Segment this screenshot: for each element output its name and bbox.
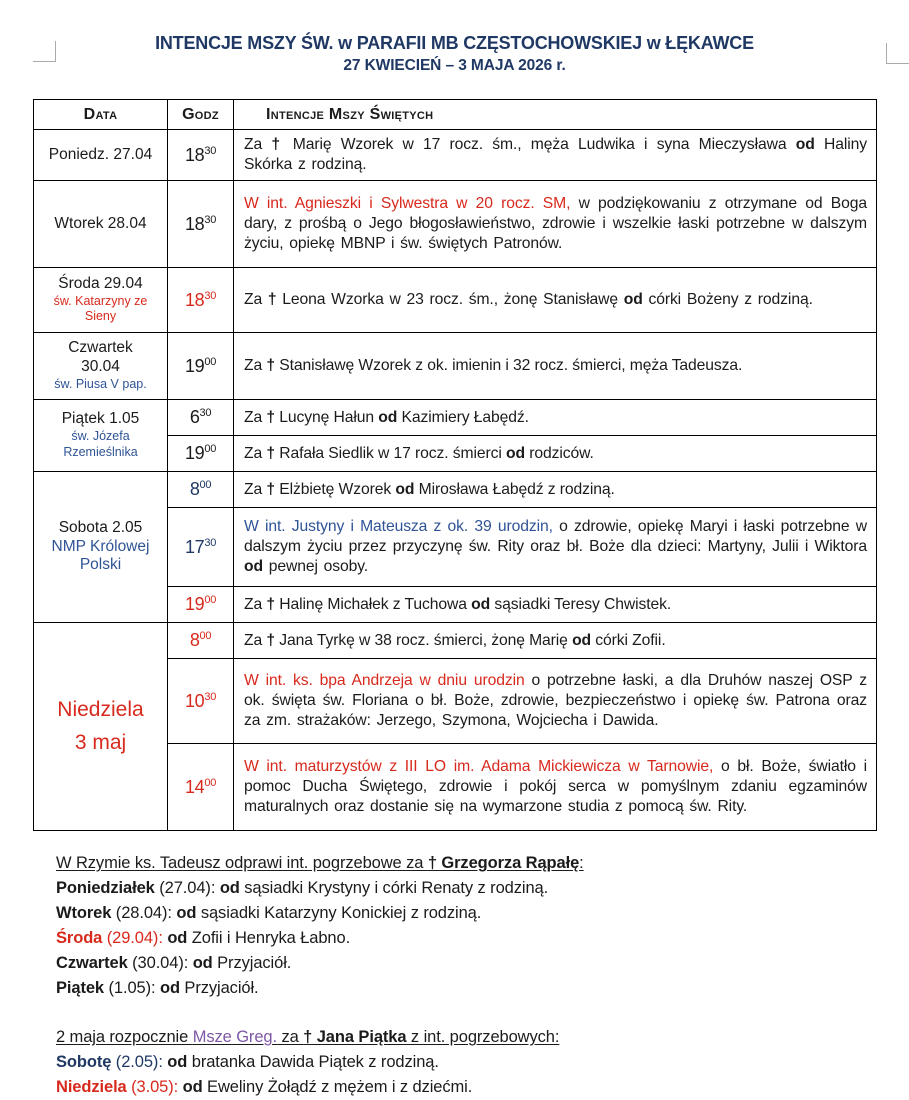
text-segment: sąsiadki Krystyny i córki Renaty z rodziną. [239,879,549,897]
text-segment: Lucynę Hałun [279,408,379,426]
intention-cell [234,181,877,268]
text-segment: W int. ks. bpa Andrzeja w dniu urodzin [244,672,525,690]
time-cell: $14^{00}$ [168,744,234,831]
date-line: św. Katarzyny ze Sieny [53,293,148,324]
text-segment: : [579,854,584,872]
text-segment: Haliny Skórka z rodziną. [244,136,867,173]
intention-cell [234,333,877,400]
text-segment: od [159,979,180,997]
text-segment: † Jana Piątka [303,1028,407,1046]
text-segment: od [167,929,188,947]
section-line [56,976,866,1001]
text-segment: (3.05): [126,1078,179,1096]
text-segment: Środa [56,929,103,947]
text-segment: Czwartek [56,954,128,972]
text-segment: w podziękowaniu z otrzymane od Boga dary, z prośbą o Jego błogosławieństwo, zdrowie i wszelkie łaski potrzebne w dalszym życiu, opiekę MBNP i św. świętych Patronów. [244,195,867,252]
text-segment: Za [244,595,267,613]
text-segment: Za [244,357,267,375]
text-segment: Wtorek [56,904,112,922]
section-line [56,926,866,951]
text-segment: Za [244,136,272,154]
intention-cell [234,436,877,472]
text-segment: od [182,1078,203,1096]
text-segment: (28.04): [111,904,177,922]
page-subtitle: 27 KWIECIEŃ – 3 MAJA 2026 r. [343,57,566,74]
text-segment: W Rzymie ks. Tadeusz odprawi int. pogrzebowe za [56,854,428,872]
col-header-time: Godz [168,100,234,130]
text-segment: Stanisławę Wzorek z ok. imienin i 32 rocz. śmierci, męża Tadeusza. [279,357,743,375]
text-segment: od [167,1053,188,1071]
text-segment: Za [244,291,268,309]
text-segment: Msze Greg. [192,1028,277,1046]
text-segment: od [378,408,398,426]
text-segment: † [266,444,280,462]
intention-cell [234,659,877,744]
text-segment: o zdrowie, opiekę Maryi i łaski potrzebne w dalszym życiu przez przyczynę św. Rity oraz bł. Boże dla dzieci: Martyny, Julii i Wiktora [244,518,868,556]
text-segment: W int. maturzystów z III LO im. Adama Mickiewicza w Tarnowie, [244,758,714,776]
time-cell: $8^{00}$ [168,623,234,659]
text-segment: Marię Wzorek w 17 rocz. śm., męża Ludwika i syna Mieczysława [292,136,796,154]
text-segment: 2 maja rozpocznie [56,1028,193,1046]
date-cell [34,623,168,831]
time-cell: $19^{00}$ [168,436,234,472]
date-line: 3 maj [74,730,127,754]
text-segment: Rafała Siedlik w 17 rocz. śmierci [279,444,507,462]
text-segment: od [219,879,240,897]
text-segment: córki Zofii. [591,631,666,649]
text-segment: Poniedziałek [56,879,155,897]
text-segment: o potrzebne łaski, a dla Druhów naszej OSP z ok. święta św. Floriana o bł. Boże, zdrowie, bezpieczeństwo i opiekę św. Patrona oraz za zm. strażaków: Jerzego, Szymona, Wojciecha i Dawida. [244,672,868,729]
intention-cell [234,130,877,181]
text-segment: Za [244,444,267,462]
intention-cell [234,508,877,587]
text-segment: od [795,136,815,154]
text-segment: † [266,595,280,613]
intention-cell [234,268,877,333]
page-title: INTENCJE MSZY ŚW. w PARAFII MB CZĘSTOCHOWSKIEJ w ŁĘKAWCE [155,33,754,53]
page-margin-corner-left-icon [33,41,56,62]
text-segment: † [266,480,280,498]
time-cell: $18^{30}$ [168,181,234,268]
text-segment: Za [244,408,267,426]
section-line [56,901,866,926]
text-segment: W int. Justyny i Mateusza z ok. 39 urodzin, [244,518,553,536]
section-line [56,951,866,976]
text-segment: pewnej osoby. [262,557,369,575]
text-segment: W int. Agnieszki i Sylwestra w 20 rocz. SM, [244,195,571,213]
text-segment: Leona Wzorka w 23 rocz. śm., żonę Stanisławę [282,291,624,309]
text-segment: sąsiadki Teresy Chwistek. [490,595,672,613]
text-segment: † [266,631,280,649]
text-segment: (29.04): [102,929,168,947]
text-segment: Elżbietę Wzorek [279,480,396,498]
intention-row [34,400,877,436]
text-segment: córki Bożeny z rodziną. [642,291,813,309]
text-segment: Sobotę [56,1053,112,1071]
text-segment: za [276,1028,304,1046]
text-segment: Za [244,480,267,498]
date-line: św. Piusa V pap. [54,377,147,392]
text-segment: (30.04): [127,954,193,972]
time-cell: $18^{30}$ [168,268,234,333]
section-line [56,1075,866,1100]
time-cell: $19^{00}$ [168,333,234,400]
text-segment: † [267,291,283,309]
text-segment: Kazimiery Łabędź. [397,408,529,426]
intention-cell [234,587,877,623]
date-line: 30.04 [81,358,120,376]
time-cell: $17^{30}$ [168,508,234,587]
mass-intentions-table [33,99,877,831]
text-segment: od [244,557,263,575]
text-segment: od [192,954,213,972]
text-segment: od [471,595,491,613]
col-header-intentions: Intencje Mszy Świętych [234,100,877,130]
text-segment: z int. pogrzebowych: [406,1028,560,1046]
text-segment: (1.05): [104,979,160,997]
date-line: św. Józefa Rzemieślnika [63,429,138,459]
text-segment: bratanka Dawida Piątek z rodziną. [187,1053,439,1071]
intention-row [34,472,877,508]
intention-cell [234,623,877,659]
time-cell: $19^{00}$ [168,587,234,623]
time-cell: $8^{00}$ [168,472,234,508]
date-line: Poniedz. 27.04 [48,145,153,163]
date-cell [34,130,168,181]
text-segment: (27.04): [154,879,220,897]
time-cell: $10^{30}$ [168,659,234,744]
section-line [56,1050,866,1075]
intention-row [34,268,877,333]
text-segment: † [266,357,280,375]
text-segment: od [572,631,592,649]
date-cell [34,181,168,268]
date-cell [34,472,168,623]
text-segment: Za [244,631,267,649]
table-header-row [34,100,877,130]
intention-row [34,130,877,181]
intention-row [34,181,877,268]
text-segment: Przyjaciół. [212,954,292,972]
text-segment: † [271,136,293,154]
text-segment: † [266,408,280,426]
date-line: Sobota 2.05 [58,518,143,536]
date-line: Środa 29.04 [58,274,143,292]
text-segment: (2.05): [111,1053,163,1071]
text-segment: o bł. Boże, światło i pomoc Ducha Świętego, zdrowie i pokój serca w pomyślnym zdaniu egzaminów maturalnych oraz dostanie się na wymarzone studia z pomocą św. Rity. [244,758,867,815]
date-cell [34,333,168,400]
date-cell [34,400,168,472]
time-cell: $6^{30}$ [168,400,234,436]
intention-cell [234,400,877,436]
text-segment: sąsiadki Katarzyny Konickiej z rodziną. [196,904,482,922]
date-line: Czwartek [68,339,133,357]
text-segment: Piątek [56,979,105,997]
text-segment: † Grzegorza Rąpałę [427,854,580,872]
text-segment: Mirosława Łabędź z rodziną. [414,480,615,498]
text-segment: Zofii i Henryka Łabno. [187,929,351,947]
text-segment: od [623,291,643,309]
page-margin-corner-right-icon [886,43,909,64]
intention-row [34,333,877,400]
text-segment: Eweliny Żołądź z mężem i z dziećmi. [202,1078,473,1096]
intention-cell [234,472,877,508]
text-segment: Jana Tyrkę w 38 rocz. śmierci, żonę Marię [279,631,573,649]
date-line: Niedziela [57,697,144,721]
section-heading [56,851,866,876]
text-segment: od [176,904,197,922]
section-line [56,876,866,901]
text-segment: Przyjaciół. [179,979,259,997]
col-header-date: Data [34,100,168,130]
intention-cell [234,744,877,831]
date-line: NMP Królowej Polski [51,537,150,574]
text-segment: Niedziela [56,1078,127,1096]
text-segment: Halinę Michałek z Tuchowa [279,595,472,613]
text-segment: od [395,480,415,498]
date-line: Piątek 1.05 [61,410,140,428]
rome-funeral-intentions-section [56,851,866,1001]
date-cell [34,268,168,333]
date-line: Wtorek 28.04 [54,214,147,232]
text-segment: rodziców. [525,444,594,462]
text-segment: od [506,444,525,462]
time-cell: $18^{30}$ [168,130,234,181]
intention-row [34,623,877,659]
gregorian-masses-section [56,1025,866,1100]
section-heading [56,1025,866,1050]
